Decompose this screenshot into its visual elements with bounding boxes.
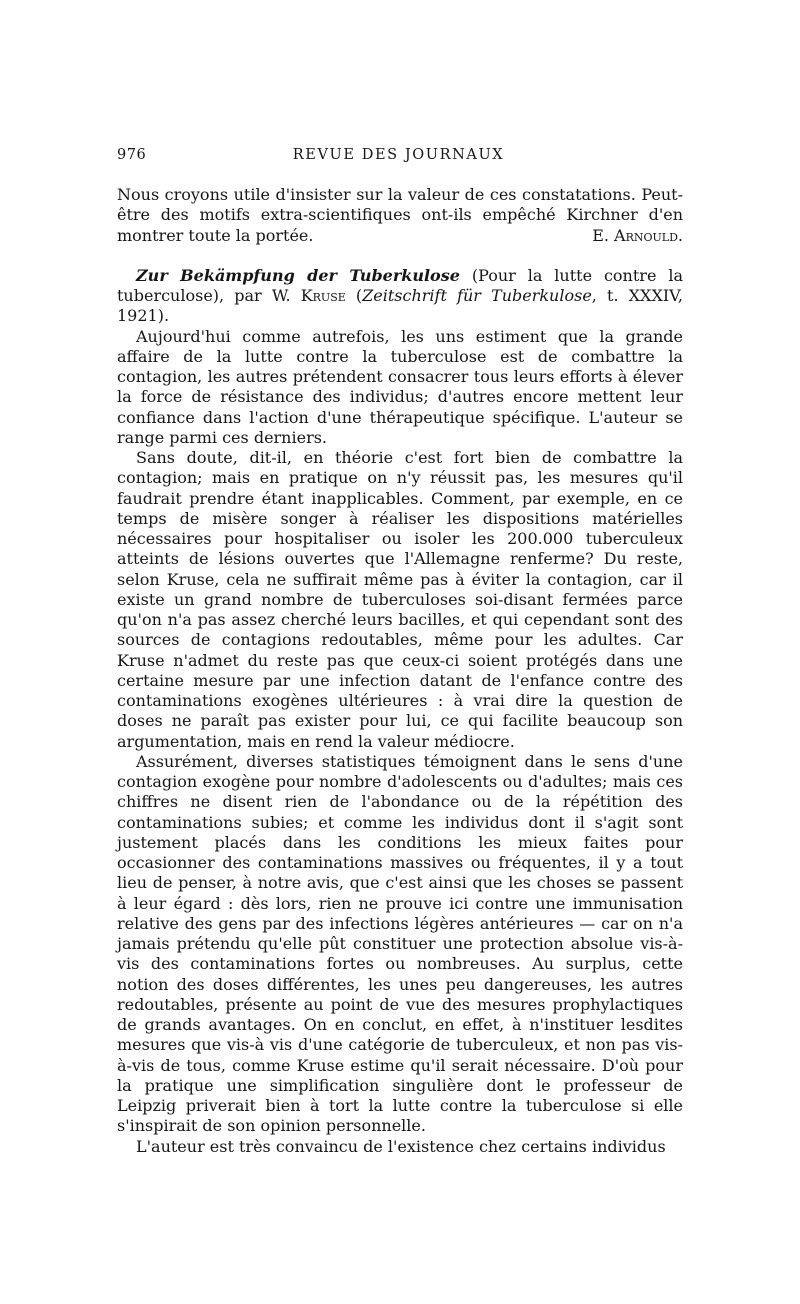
page-number: 976	[117, 147, 147, 163]
article-author: Kruse	[300, 286, 346, 305]
article-title-translation: (Pour la lutte contre la tuberculose), par W.	[117, 265, 683, 305]
signature: E. Arnould.	[592, 225, 683, 245]
paragraph: Sans doute, dit-il, en théorie c'est fort bien de combattre la contagion; mais en pratique on n'y réussit pas, les mesures qu'il faudrait prendre étant inapplicables. Comment, par exemple, en ce temps de misère songer à réaliser les dispositions matérielles nécessaires pour hospitaliser ou isoler les 200.000 tuberculeux atteints de lésions ouvertes que l'Allemagne renferme? Du reste, selon Kruse, cela ne suffirait même pas à éviter la contagion, car il existe un grand nombre de tuberculoses soi-disant fermées parce qu'on n'a pas assez cherché leurs bacilles, et qui cependant sont des sources de contagions redoutables, même pour les adultes. Car Kruse n'admet du reste pas que ceux-ci soient protégés dans une certaine mesure par une infection datant de l'enfance contre des contaminations exogènes ultérieures : à vrai dire la question de doses ne paraît pas exister pour lui, ce qui facilite beaucoup son argumentation, mais en rend la valeur médiocre.	[117, 448, 683, 751]
body-text	[117, 185, 683, 1157]
source-details: , t. XXXIV, 1921).	[117, 286, 684, 326]
source-open: (	[345, 286, 363, 305]
page-header	[117, 147, 680, 169]
review-heading	[117, 266, 683, 327]
previous-review-text: Nous croyons utile d'insister sur la valeur de ces constatations. Peut-être des motifs extra-scientifiques ont-ils empêché Kirchner d'en montrer toute la portée.	[117, 185, 683, 245]
running-title: REVUE DES JOURNAUX	[292, 147, 505, 163]
journal-name: Zeitschrift für Tuberkulose	[362, 286, 592, 305]
article-title: Zur Bekämpfung der Tuberkulose	[136, 265, 460, 285]
paragraph: Assurément, diverses statistiques témoignent dans le sens d'une contagion exogène pour nombre d'adolescents ou d'adultes; mais ces chiffres ne disent rien de l'abondance ou de la répétition des contaminations subies; et comme les individus dont il s'agit sont justement placés dans les conditions les mieux faites pour occasionner des contaminations massives ou fréquentes, il y a tout lieu de penser, à notre avis, que c'est ainsi que les choses se passent à leur égard : dès lors, rien ne prouve ici contre une immunisation relative des gens par des infections légères antérieures — car on n'a jamais prétendu qu'elle pût constituer une protection absolue vis-à-vis des contaminations fortes ou nombreuses. Au surplus, cette notion des doses différentes, les unes peu dangereuses, les autres redoutables, présente au point de vue des mesures prophylactiques de grands avantages. On en conclut, en effet, à n'instituer lesdites mesures que vis-à vis d'une catégorie de tuberculeux, et non pas vis-à-vis de tous, comme Kruse estime qu'il serait nécessaire. D'où pour la pratique une simplification singulière dont le professeur de Leipzig priverait bien à tort la lutte contre la tuberculose si elle s'inspirait de son opinion personnelle.	[117, 751, 683, 1136]
section-gap	[117, 246, 683, 266]
paragraph: Aujourd'hui comme autrefois, les uns estiment que la grande affaire de la lutte contre la tuberculose est de combattre la contagion, les autres prétendent consacrer tous leurs efforts à élever la force de résistance des individus; d'autres encore mettent leur confiance dans l'action d'une thérapeutique spécifique. L'auteur se range parmi ces derniers.	[117, 326, 683, 447]
previous-review-ending	[117, 185, 683, 246]
paragraph: L'auteur est très convaincu de l'existence chez certains individus	[136, 1136, 666, 1156]
